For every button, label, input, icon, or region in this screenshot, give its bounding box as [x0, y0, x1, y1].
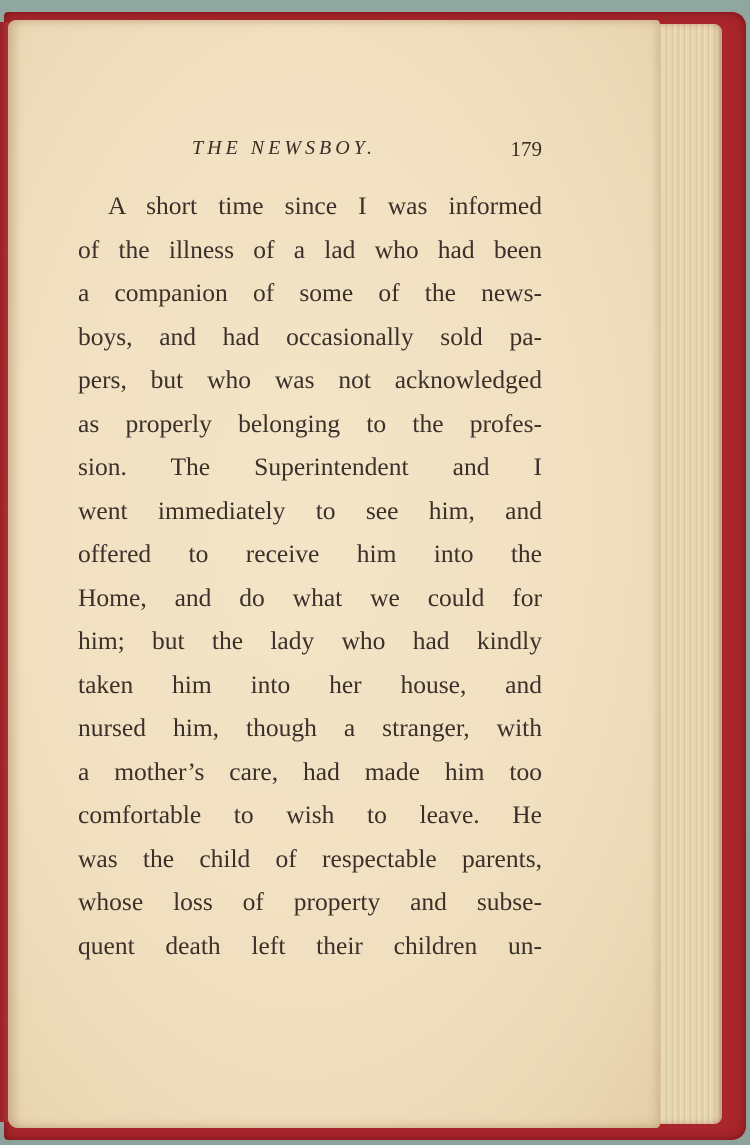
- text-line: whose loss of property and subse-: [78, 887, 542, 916]
- text-line: a companion of some of the news-: [78, 278, 542, 307]
- text-line: pers, but who was not acknowledged: [78, 365, 542, 394]
- text-line: sion. The Superintendent and I: [78, 452, 542, 481]
- text-line: boys, and had occasionally sold pa-: [78, 321, 542, 351]
- running-head: [78, 133, 542, 165]
- text-line: was the child of respectable parents,: [78, 843, 542, 873]
- page-number: 179: [510, 137, 542, 161]
- text-line: him; but the lady who had kindly: [78, 626, 542, 655]
- text-line: quent death left their children un-: [78, 930, 542, 960]
- text-line: comfortable to wish to leave. He: [78, 800, 542, 829]
- text-line: nursed him, though a stranger, with: [78, 713, 542, 742]
- text-line: offered to receive him into the: [78, 539, 542, 568]
- text-line: Home, and do what we could for: [78, 582, 542, 612]
- text-line: went immediately to see him, and: [78, 495, 542, 525]
- body-text: [78, 184, 542, 967]
- text-line: of the illness of a lad who had been: [78, 234, 542, 264]
- text-line: a mother’s care, had made him too: [78, 756, 542, 786]
- text-line: A short time since I was informed: [108, 191, 542, 220]
- text-line: as properly belonging to the profes-: [78, 408, 542, 438]
- text-line: taken him into her house, and: [78, 669, 542, 699]
- running-title: THE NEWSBOY.: [192, 137, 376, 159]
